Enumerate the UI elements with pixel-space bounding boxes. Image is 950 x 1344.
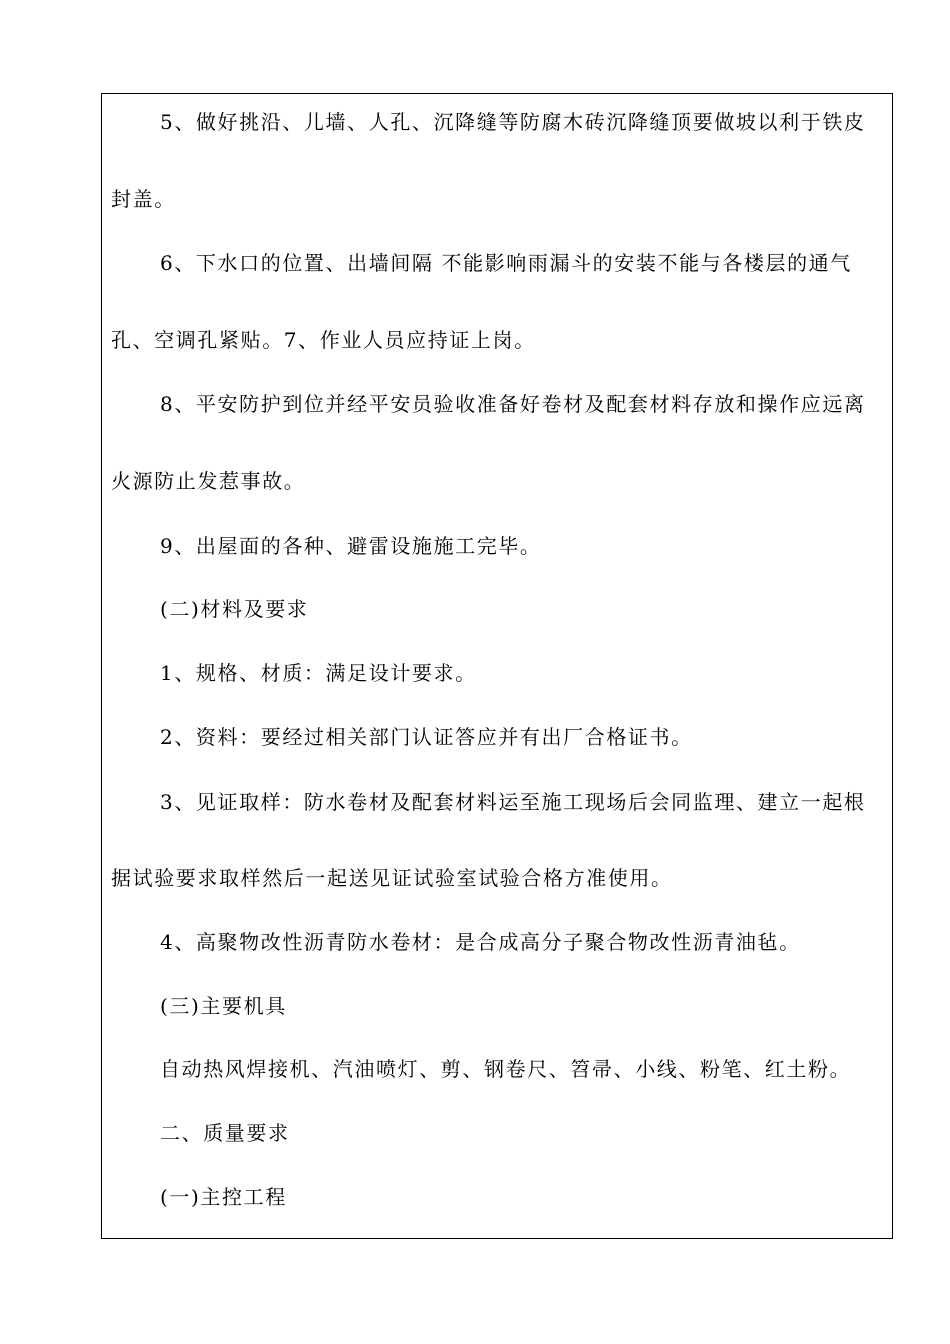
paragraph-line: 自动热风焊接机、汽油喷灯、剪、钢卷尺、笤帚、小线、粉笔、红土粉。 — [160, 1057, 852, 1081]
paragraph-line: 火源防止发惹事故。 — [111, 469, 306, 493]
paragraph-line: 5、做好挑沿、儿墙、人孔、沉降缝等防腐木砖沉降缝顶要做坡以利于铁皮 — [160, 110, 866, 134]
paragraph-line: 2、资料：要经过相关部门认证答应并有出厂合格证书。 — [160, 725, 693, 749]
section-heading: (一)主控工程 — [160, 1185, 287, 1209]
section-heading: 二、质量要求 — [160, 1121, 290, 1145]
paragraph-line: 封盖。 — [111, 187, 176, 211]
paragraph-line: 4、高聚物改性沥青防水卷材：是合成高分子聚合物改性沥青油毡。 — [160, 930, 801, 954]
paragraph-line: 孔、空调孔紧贴。7、作业人员应持证上岗。 — [111, 328, 536, 352]
section-heading: (三)主要机具 — [160, 994, 287, 1018]
paragraph-line: 6、下水口的位置、出墙间隔 不能影响雨漏斗的安装不能与各楼层的通气 — [160, 251, 852, 275]
paragraph-line: 1、规格、材质：满足设计要求。 — [160, 661, 477, 685]
section-heading: (二)材料及要求 — [160, 597, 309, 621]
paragraph-line: 9、出屋面的各种、避雷设施施工完毕。 — [160, 534, 542, 558]
paragraph-line: 8、平安防护到位并经平安员验收准备好卷材及配套材料存放和操作应远离 — [160, 392, 866, 416]
paragraph-line: 据试验要求取样然后一起送见证试验室试验合格方准使用。 — [111, 866, 673, 890]
paragraph-line: 3、见证取样：防水卷材及配套材料运至施工现场后会同监理、建立一起根 — [160, 790, 866, 814]
